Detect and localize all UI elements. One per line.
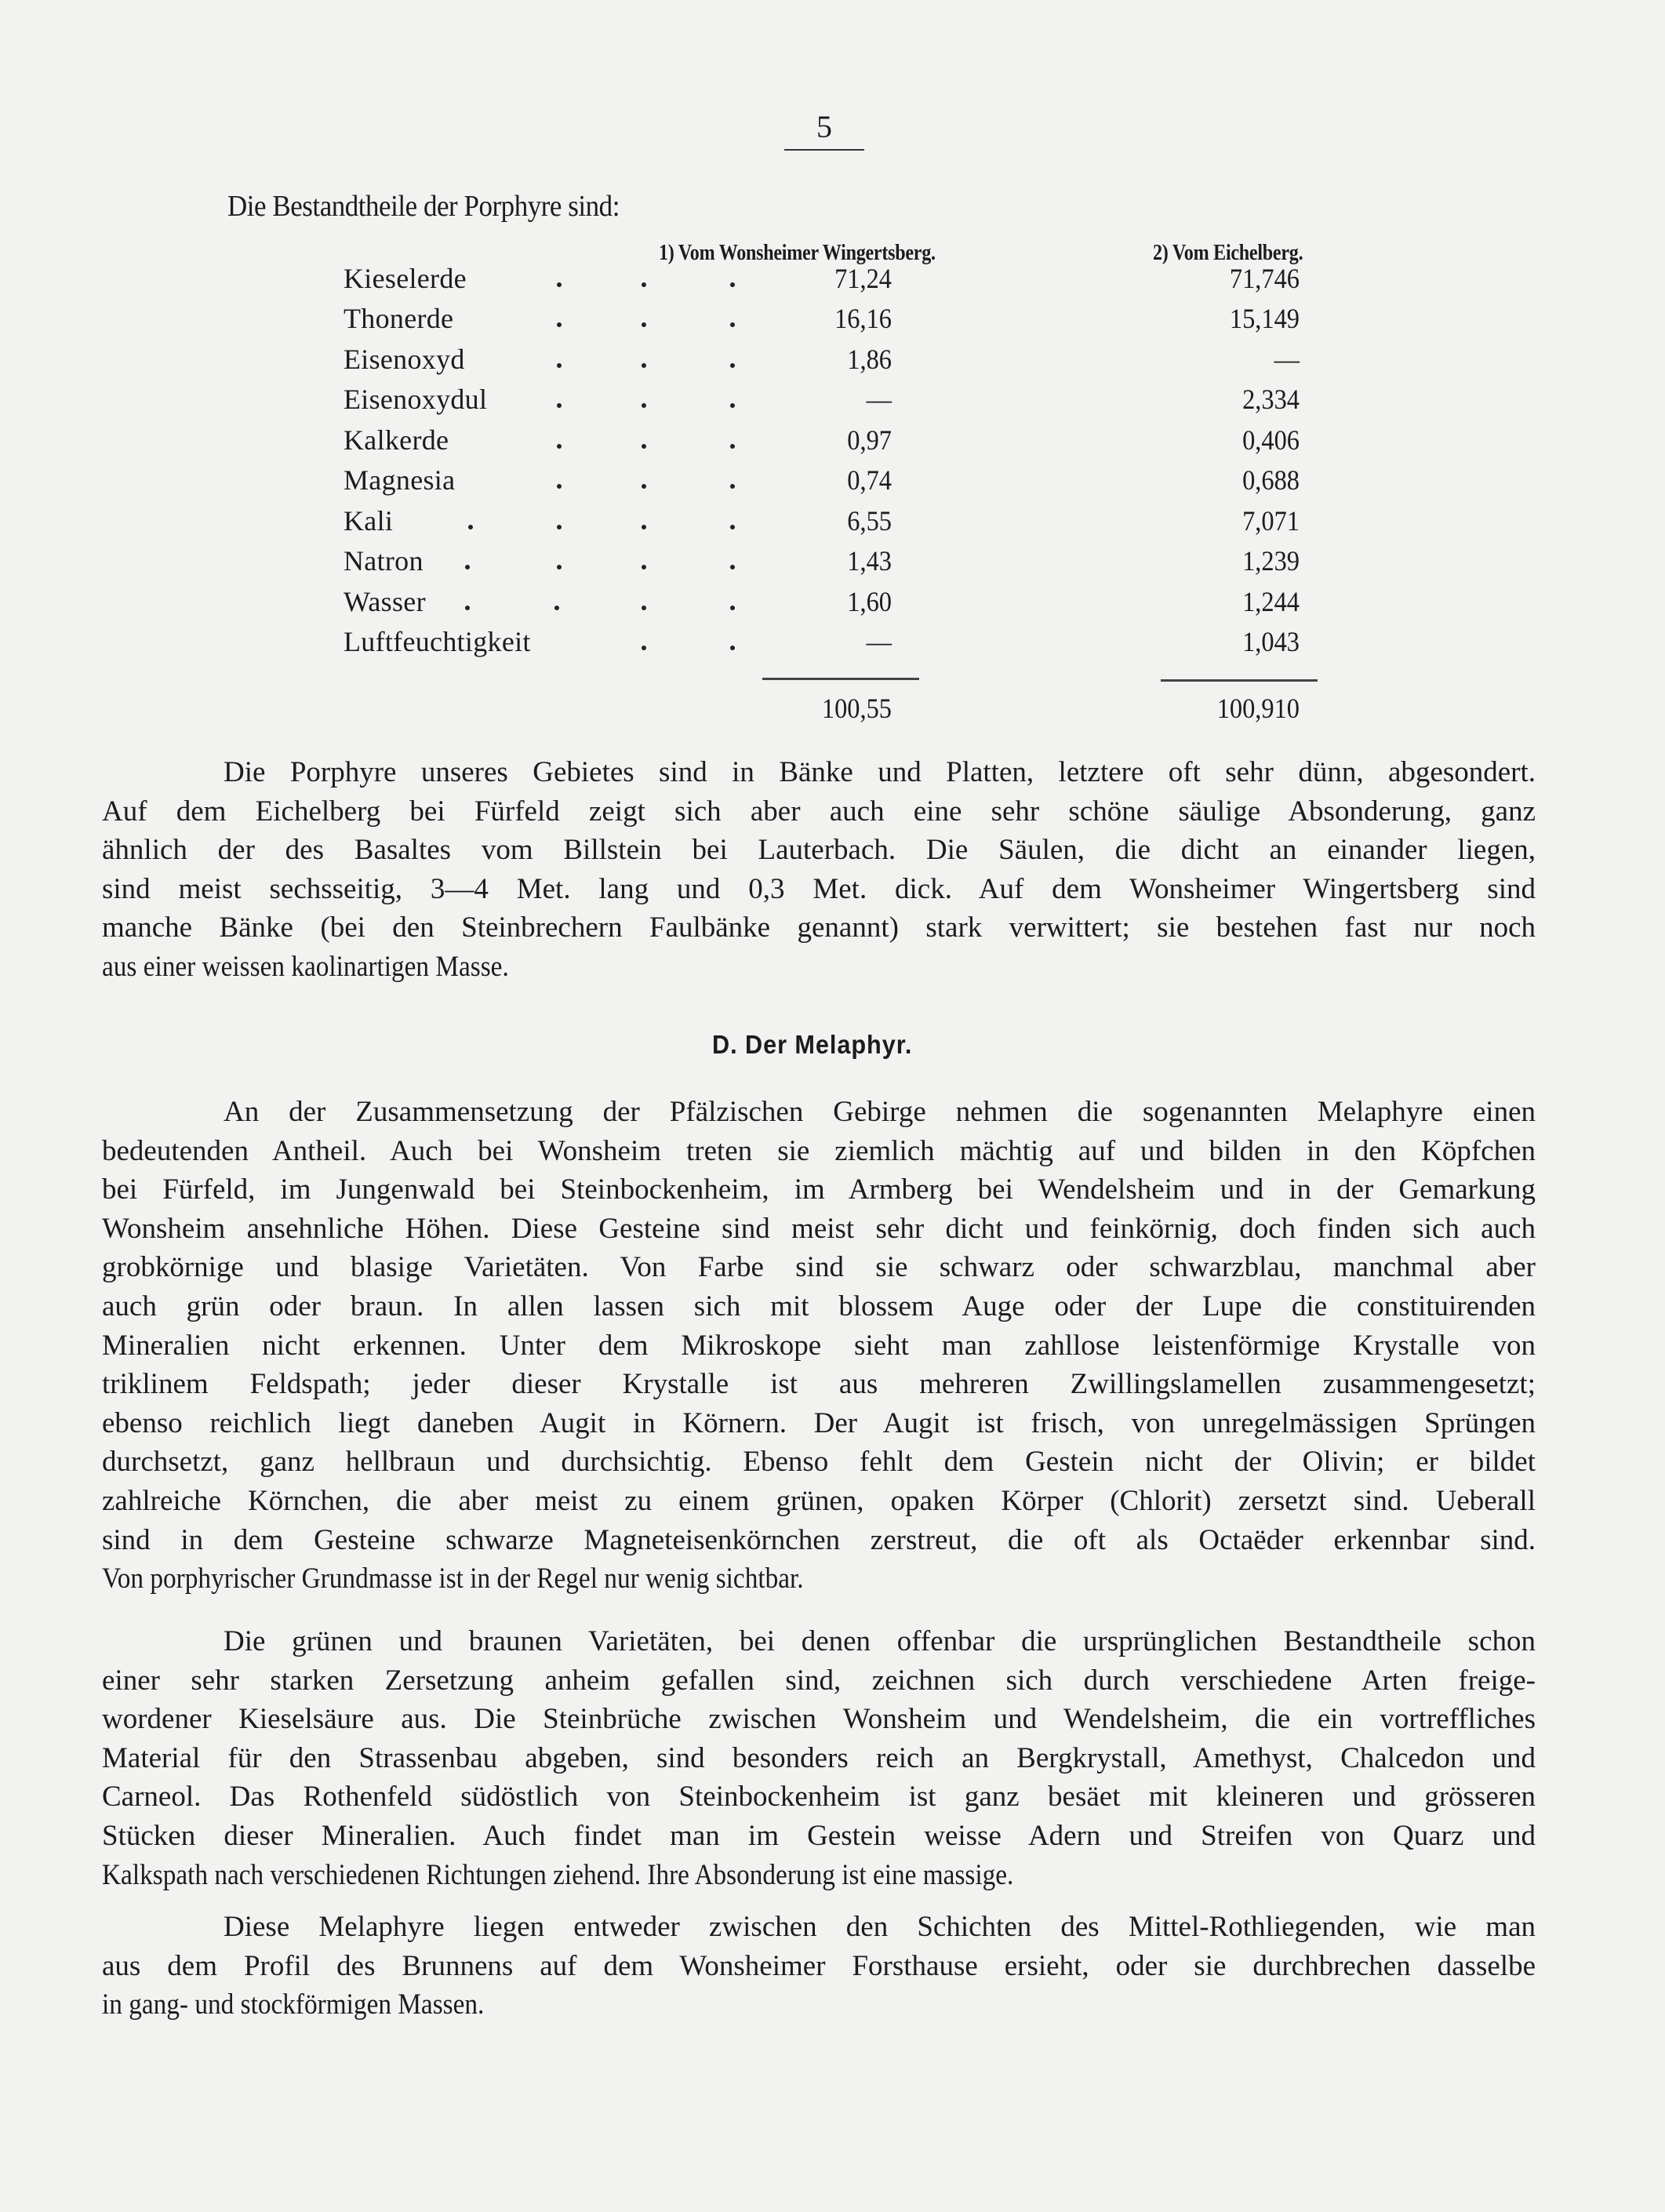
row-label: Wasser (344, 586, 426, 617)
paragraph-porphyre-absonderung (102, 753, 1536, 987)
leader-dot (642, 565, 646, 569)
leader-dot (554, 606, 559, 610)
value-wingertsberg: 0,74 (847, 464, 892, 496)
leader-dot (642, 606, 646, 610)
leader-dot (730, 606, 735, 610)
text-line: sind meist sechsseitig, 3—4 Met. lang und 0,3 Met. dick. Auf dem Wonsheimer Wingertsberg sind (102, 872, 1536, 905)
leader-dot (557, 282, 562, 287)
text-line: aus einer weissen kaolinartigen Masse. (102, 950, 509, 983)
leader-dot (730, 646, 735, 650)
table-row (0, 299, 1665, 339)
leader-dot (642, 525, 646, 529)
table-row (0, 420, 1665, 460)
column-header-eichelberg: 2) Vom Eichelberg. (1153, 241, 1303, 265)
leader-dot (642, 646, 646, 650)
value-eichelberg: 1,239 (1242, 545, 1300, 577)
table-row (0, 259, 1665, 299)
total-eichelberg: 100,910 (1216, 693, 1300, 724)
leader-dot (730, 484, 735, 489)
leader-dot (557, 403, 562, 408)
text-line: Die Porphyre unseres Gebietes sind in Bänke und Platten, letztere oft sehr dünn, abgesondert. (224, 756, 1536, 788)
text-line: Stücken dieser Mineralien. Auch findet man im Gestein weisse Adern und Streifen von Quarz und (102, 1819, 1536, 1852)
leader-dot (730, 565, 735, 569)
row-label: Kieselerde (344, 263, 467, 294)
row-label: Luftfeuchtigkeit (344, 626, 531, 657)
table-row (0, 541, 1665, 581)
leader-dot (465, 565, 470, 569)
text-line: auch grün oder braun. In allen lassen sich mit blossem Auge oder der Lupe die constituirenden (102, 1290, 1536, 1322)
text-line: triklinem Feldspath; jeder dieser Krystalle ist aus mehreren Zwillingslamellen zusammengesetzt; (102, 1368, 1536, 1401)
text-line: Die grünen und braunen Varietäten, bei denen offenbar die ursprünglichen Bestandtheile schon (224, 1625, 1536, 1657)
text-line: ähnlich der des Basaltes vom Billstein bei Lauterbach. Die Säulen, die dicht an einander liegen, (102, 834, 1536, 867)
leader-dot (642, 484, 646, 489)
leader-dot (730, 363, 735, 368)
text-line: in gang- und stockförmigen Massen. (102, 1988, 485, 2021)
value-wingertsberg: 6,55 (847, 505, 892, 537)
text-line: Diese Melaphyre liegen entweder zwischen den Schichten des Mittel-Rothliegenden, wie man (224, 1911, 1536, 1943)
value-eichelberg: 1,244 (1242, 586, 1300, 617)
text-line: Wonsheim ansehnliche Höhen. Diese Gesteine sind meist sehr dicht und feinkörnig, doch finden sich auch (102, 1212, 1536, 1245)
row-label: Magnesia (344, 464, 456, 496)
value-wingertsberg: 1,43 (847, 545, 892, 577)
leader-dot (730, 403, 735, 408)
value-eichelberg: 0,406 (1242, 424, 1300, 456)
page-number: 5 (816, 109, 832, 144)
text-line: Material für den Strassenbau abgeben, sind besonders reich an Bergkrystall, Amethyst, Chalcedon und (102, 1741, 1536, 1774)
leader-dot (468, 525, 473, 529)
text-line: Auf dem Eichelberg bei Fürfeld zeigt sich aber auch eine sehr schöne säulige Absonderung, ganz (102, 795, 1536, 828)
value-eichelberg: 71,746 (1229, 263, 1300, 294)
value-eichelberg: 0,688 (1242, 464, 1300, 496)
row-label: Eisenoxydul (344, 384, 488, 415)
text-line: An der Zusammensetzung der Pfälzischen Gebirge nehmen die sogenannten Melaphyre einen (224, 1096, 1536, 1128)
row-label: Kali (344, 505, 394, 537)
table-intro: Die Bestandtheile der Porphyre sind: (227, 190, 620, 223)
value-wingertsberg: — (866, 384, 892, 415)
leader-dot (642, 444, 646, 449)
value-wingertsberg: 71,24 (834, 263, 892, 294)
leader-dot (557, 363, 562, 368)
leader-dot (642, 403, 646, 408)
row-label: Natron (344, 545, 424, 577)
section-heading: D. Der Melaphyr. (712, 1030, 913, 1059)
leader-dot (730, 322, 735, 327)
leader-dot (730, 282, 735, 287)
sum-rule-wingertsberg (762, 678, 919, 680)
text-line: Carneol. Das Rothenfeld südöstlich von Steinbockenheim ist ganz besäet mit kleineren und grösseren (102, 1781, 1536, 1814)
row-label: Eisenoxyd (344, 344, 465, 375)
column-header-wingertsberg: 1) Vom Wonsheimer Wingertsberg. (659, 241, 936, 265)
table-total-row (0, 689, 1665, 729)
text-line: ebenso reichlich liegt daneben Augit in Körnern. Der Augit ist frisch, von unregelmässigen Sprüngen (102, 1406, 1536, 1439)
paragraph-lagerung (102, 1908, 1536, 2025)
table-row (0, 460, 1665, 500)
text-line: aus dem Profil des Brunnens auf dem Wonsheimer Forsthause ersieht, oder sie durchbrechen dasselbe (102, 1949, 1536, 1982)
leader-dot (730, 444, 735, 449)
text-line: zahlreiche Körnchen, die aber meist zu einem grünen, opaken Körper (Chlorit) zersetzt sind. Ueberall (102, 1484, 1536, 1517)
value-wingertsberg: — (866, 626, 892, 657)
table-row (0, 582, 1665, 622)
row-label: Thonerde (344, 303, 454, 334)
page-number-rule (784, 149, 864, 151)
leader-dot (642, 282, 646, 287)
value-wingertsberg: 16,16 (834, 303, 892, 334)
value-eichelberg: 1,043 (1242, 626, 1300, 657)
text-line: sind in dem Gesteine schwarze Magneteisenkörnchen zerstreut, die oft als Octaëder erkennbar sind. (102, 1523, 1536, 1556)
leader-dot (557, 565, 562, 569)
text-line: grobkörnige und blasige Varietäten. Von Farbe sind sie schwarz oder schwarzblau, manchmal aber (102, 1251, 1536, 1284)
value-wingertsberg: 1,60 (847, 586, 892, 617)
table-row (0, 340, 1665, 380)
table-row (0, 501, 1665, 541)
table-row (0, 380, 1665, 420)
leader-dot (642, 363, 646, 368)
leader-dot (557, 484, 562, 489)
value-wingertsberg: 0,97 (847, 424, 892, 456)
text-line: Kalkspath nach verschiedenen Richtungen ziehend. Ihre Absonderung ist eine massige. (102, 1858, 1014, 1891)
leader-dot (642, 322, 646, 327)
text-line: Von porphyrischer Grundmasse ist in der Regel nur wenig sichtbar. (102, 1563, 804, 1595)
value-eichelberg: 15,149 (1229, 303, 1300, 334)
text-line: durchsetzt, ganz hellbraun und durchsichtig. Ebenso fehlt dem Gestein nicht der Olivin; er bildet (102, 1446, 1536, 1479)
sum-rule-eichelberg (1161, 679, 1318, 682)
text-line: Mineralien nicht erkennen. Unter dem Mikroskope sieht man zahllose leistenförmige Krystalle von (102, 1329, 1536, 1362)
text-line: einer sehr starken Zersetzung anheim gefallen sind, zeichnen sich durch verschiedene Arten freige- (102, 1664, 1536, 1697)
leader-dot (465, 606, 470, 610)
leader-dot (557, 525, 562, 529)
value-wingertsberg: 1,86 (847, 344, 892, 375)
table-row (0, 622, 1665, 662)
text-line: wordener Kieselsäure aus. Die Steinbrüche zwischen Wonsheim und Wendelsheim, die ein vortreffliches (102, 1703, 1536, 1736)
text-line: bei Fürfeld, im Jungenwald bei Steinbockenheim, im Armberg bei Wendelsheim und in der Gemarkung (102, 1173, 1536, 1206)
paragraph-melaphyr-description (102, 1093, 1536, 1599)
value-eichelberg: — (1274, 344, 1300, 375)
paragraph-varietaeten (102, 1622, 1536, 1894)
row-label: Kalkerde (344, 424, 449, 456)
leader-dot (730, 525, 735, 529)
total-wingertsberg: 100,55 (821, 693, 892, 724)
text-line: bedeutenden Antheil. Auch bei Wonsheim treten sie ziemlich mächtig auf und bilden in den Köpfchen (102, 1134, 1536, 1167)
text-line: manche Bänke (bei den Steinbrechern Faulbänke genannt) stark verwittert; sie bestehen fast nur noch (102, 911, 1536, 944)
value-eichelberg: 7,071 (1242, 505, 1300, 537)
leader-dot (557, 322, 562, 327)
leader-dot (557, 444, 562, 449)
value-eichelberg: 2,334 (1242, 384, 1300, 415)
